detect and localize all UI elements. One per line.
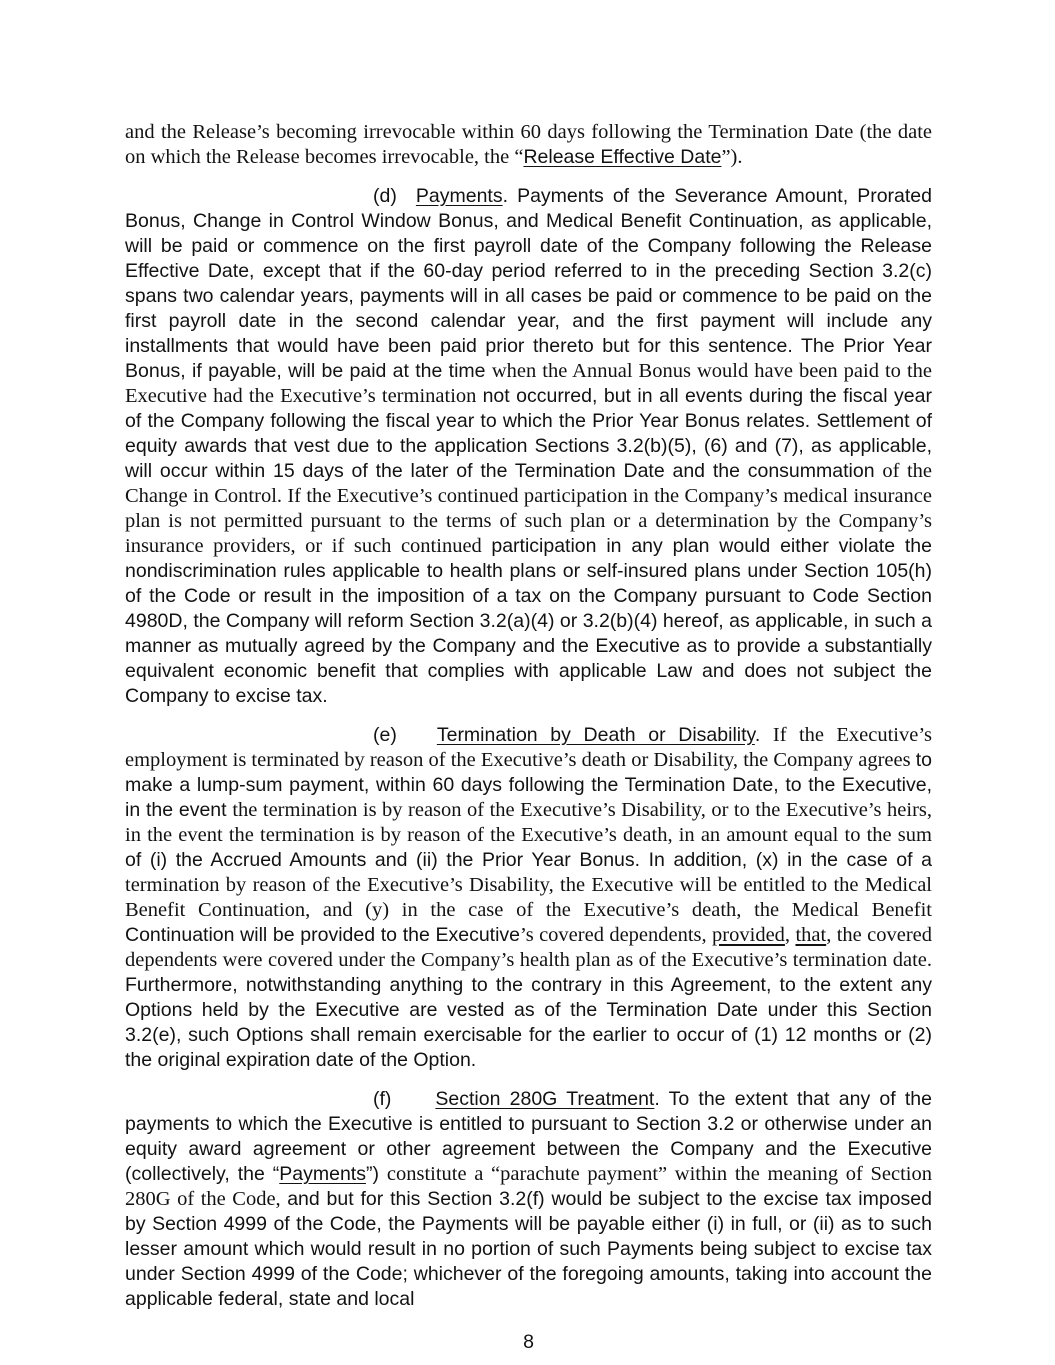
text-run: participation in any plan would either violate the nondiscrimination rules applicable to health plans or self-insured plans under Section 105(h) of the Code or result in the imposition of a tax on the Company pursuant to Code Section 4980D, the Company will reform Section 3.2(a)(4) or 3.2(b)(4) hereof, as applicable, in such a manner as mutually agreed by the Company and the Executive as to provide a substantially equivalent economic benefit that complies with applicable Law and does not subject the Company to excise tax. <box>125 535 932 707</box>
defined-term: Release Effective Date <box>523 146 722 168</box>
text-run: the termination is by reason of the Executive’s Disability, or to the Executive’s heirs, in the event the termination is by reason of the Executive’s death, in an amount equal to the sum <box>125 799 932 846</box>
defined-term: Termination by Death or Disability <box>436 724 755 746</box>
paragraph-release-effective-date <box>125 120 932 170</box>
text-run: and the Release’s becoming irrevocable within 60 days following the Termination Date (the date on which the Release becomes irrevocable, the “ <box>125 121 932 168</box>
tab-gap <box>391 1104 435 1105</box>
text-run: If the Executive’s employment is terminated by reason of the Executive’s death or Disability, the Company agrees <box>125 724 932 771</box>
paragraph-d-payments <box>125 184 932 709</box>
text-run: . Payments of the Severance Amount, Prorated Bonus, Change in Control Window Bonus, and Medical Benefit Continuation, as applicable, will be paid or commence on the first payroll date of the Company following the Release Effective Date, except that if the 60-day period referred to in the preceding Section 3.2(c) spans two calendar years, payments will in all cases be paid or commence to be paid on the first payroll date in the second calendar year, and the first payment will include any installments that would have been paid prior thereto but for this sentence. The Prior Year Bonus, if payable, will be paid at the time <box>125 185 932 382</box>
text-run: Furthermore, notwithstanding anything to the contrary in this Agreement, to the extent any Options held by the Executive are vested as of the Termination Date under this Section 3.2(e), such Options shall remain exercisable for the earlier to occur of (1) 12 months or (2) the original expiration date of the Option. <box>125 974 932 1071</box>
text-run: when the Annual Bonus would have been paid to the Executive had the Executive’s termination <box>125 360 932 407</box>
text-run: (d) <box>373 185 406 207</box>
text-run: constitute a “parachute payment” within the meaning of Section 280G of the Code, <box>125 1163 932 1210</box>
defined-term: Payments <box>279 1163 366 1185</box>
page-number: 8 <box>523 1331 534 1353</box>
text-run: ’s covered dependents, <box>520 924 713 946</box>
text-run: and but for this Section 3.2(f) would be subject to the excise tax imposed by Section 4999 of the Code, the Payments will be payable either (i) in full, or (ii) as to such lesser amount which would result in no portion of such Payments being subject to excise tax under Section 4999 of the Code; whichever of the foregoing amounts, taking into account the applicable federal, state and local <box>125 1188 932 1310</box>
text-run: Continuation will be provided to the Executive <box>125 924 521 946</box>
text-run: . <box>754 724 773 746</box>
text-run: of the Change in Control. If the Executive’s continued participation in the Company’s medical insurance plan is not permitted pursuant to the terms of such plan or a determination by the Company’s insurance providers, or if such continued <box>125 460 932 557</box>
paragraph-e-termination-by-death-or-disability <box>125 723 932 1073</box>
text-run: , <box>784 924 796 946</box>
paragraph-f-section-280g-treatment <box>125 1087 932 1312</box>
text-run: ”) <box>365 1163 387 1185</box>
text-run: (f) <box>373 1088 392 1110</box>
text-run: not occurred, but in all events during the fiscal year of the Company following the fiscal year to which the Prior Year Bonus relates. Settlement of equity awards that vest due to the application Sections 3.2(b)(5), (6) and (7), as applicable, will occur within 15 days of the later of the Termination Date and the consummation <box>125 385 932 482</box>
defined-term: Section 280G Treatment <box>435 1088 655 1110</box>
tab-gap <box>397 740 437 741</box>
text-run: to make a lump-sum payment, within 60 days following the Termination Date, to the Executive, in the event <box>125 749 932 821</box>
defined-term: Payments <box>415 185 503 207</box>
tab-gap <box>406 201 416 202</box>
text-run: (e) <box>373 724 397 746</box>
text-run: . To the extent that any of the payments to which the Executive is entitled to pursuant to Section 3.2 or otherwise under an equity award agreement or other agreement between the Company and the Executive (collectively, the “ <box>125 1088 932 1185</box>
defined-term: that <box>795 924 827 946</box>
text-run: termination by reason of the Executive’s Disability, the Executive will be entitled to the Medical Benefit Continuation, and (y) in the case of the Executive’s death, the Medical Benefit <box>125 874 932 921</box>
defined-term: provided <box>712 924 785 946</box>
text-run: of (i) the Accrued Amounts and (ii) the Prior Year Bonus. In addition, (x) in the case of a <box>125 849 932 871</box>
text-run: , the covered dependents were covered under the Company’s health plan as of the Executive’s termination date. <box>125 924 932 971</box>
text-run: ”). <box>721 146 743 168</box>
document-body <box>125 120 932 1312</box>
